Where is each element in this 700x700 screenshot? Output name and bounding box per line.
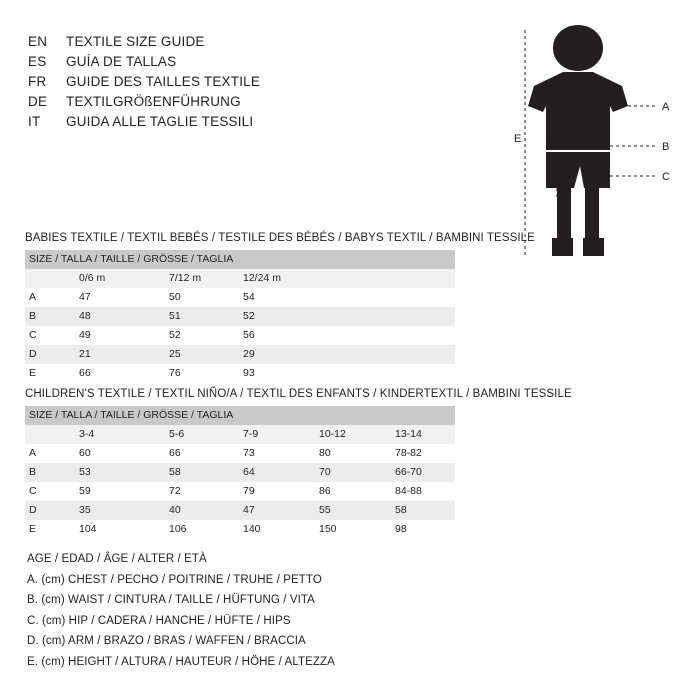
- table-row: [25, 326, 455, 345]
- cell: 66: [165, 444, 239, 463]
- title-lang-it: IT: [28, 114, 41, 129]
- table-row: [25, 345, 455, 364]
- table-column-row: [25, 425, 455, 444]
- cell: 52: [165, 326, 239, 345]
- cell: 50: [165, 288, 239, 307]
- row-label: D: [25, 501, 75, 520]
- babies-section: [25, 232, 675, 383]
- cell: 55: [315, 501, 391, 520]
- babies-col-1: 7/12 m: [165, 269, 239, 288]
- babies-col-2: 12/24 m: [239, 269, 455, 288]
- row-label: E: [25, 520, 75, 539]
- cell: 70: [315, 463, 391, 482]
- babies-section-title: BABIES TEXTILE / TEXTIL BEBÉS / TESTILE DES BÉBÉS / BABYS TEXTIL / BAMBINI TESSILE: [25, 232, 535, 244]
- cell: 53: [75, 463, 165, 482]
- svg-text:D: D: [550, 133, 558, 145]
- cell: 106: [165, 520, 239, 539]
- row-label: A: [25, 444, 75, 463]
- cell: 56: [239, 326, 455, 345]
- title-row-fr: [28, 74, 468, 89]
- cell: 93: [239, 364, 455, 383]
- row-label: D: [25, 345, 75, 364]
- table-row: [25, 288, 455, 307]
- title-lang-de: DE: [28, 94, 48, 109]
- children-table-header: SIZE / TALLA / TAILLE / GRÖSSE / TAGLIA: [25, 406, 455, 425]
- table-row: [25, 520, 455, 539]
- cell: 76: [165, 364, 239, 383]
- row-label: B: [25, 463, 75, 482]
- legend-line-d: D. (cm) ARM / BRAZO / BRAS / WAFFEN / BRACCIA: [27, 635, 306, 647]
- cell: 80: [315, 444, 391, 463]
- children-section: [25, 388, 675, 539]
- cell: 66: [75, 364, 165, 383]
- children-col-0: 3-4: [75, 425, 165, 444]
- table-header-row: [25, 250, 455, 269]
- babies-table-header: SIZE / TALLA / TAILLE / GRÖSSE / TAGLIA: [25, 250, 455, 269]
- cell: 72: [165, 482, 239, 501]
- cell: 66-70: [391, 463, 455, 482]
- table-row: [25, 501, 455, 520]
- children-col-4: 13-14: [391, 425, 455, 444]
- legend-line-e: E. (cm) HEIGHT / ALTURA / HAUTEUR / HÖHE / ALTEZZA: [27, 655, 335, 668]
- row-label: A: [25, 288, 75, 307]
- row-label: C: [25, 482, 75, 501]
- cell: 52: [239, 307, 455, 326]
- title-row-de: [28, 94, 468, 109]
- svg-text:A: A: [662, 101, 670, 113]
- cell: 79: [239, 482, 315, 501]
- row-label: E: [25, 364, 75, 383]
- cell: 98: [391, 520, 455, 539]
- cell: 73: [239, 444, 315, 463]
- children-col-2: 7-9: [239, 425, 315, 444]
- title-text-es: GUÍA DE TALLAS: [66, 54, 177, 69]
- cell: 29: [239, 345, 455, 364]
- cell: 58: [391, 501, 455, 520]
- cell: 54: [239, 288, 455, 307]
- cell: 25: [165, 345, 239, 364]
- children-col-3: 10-12: [315, 425, 391, 444]
- row-label: B: [25, 307, 75, 326]
- cell: 86: [315, 482, 391, 501]
- children-section-title: CHILDREN'S TEXTILE / TEXTIL NIÑO/A / TEXTIL DES ENFANTS / KINDERTEXTIL / BAMBINI TESSILE: [25, 388, 572, 400]
- babies-col-0: 0/6 m: [75, 269, 165, 288]
- table-row: [25, 463, 455, 482]
- title-row-es: [28, 54, 468, 69]
- children-col-1: 5-6: [165, 425, 239, 444]
- cell: 60: [75, 444, 165, 463]
- legend-line-age: AGE / EDAD / ÂGE / ALTER / ETÀ: [27, 553, 207, 565]
- cell: 40: [165, 501, 239, 520]
- cell: 49: [75, 326, 165, 345]
- cell: 35: [75, 501, 165, 520]
- title-block: [28, 34, 468, 134]
- cell: 78-82: [391, 444, 455, 463]
- title-text-it: GUIDA ALLE TAGLIE TESSILI: [66, 114, 254, 129]
- cell: 51: [165, 307, 239, 326]
- table-header-row: [25, 406, 455, 425]
- cell: 21: [75, 345, 165, 364]
- cell: 47: [239, 501, 315, 520]
- legend-line-a: A. (cm) CHEST / PECHO / POITRINE / TRUHE / PETTO: [27, 573, 322, 586]
- title-lang-es: ES: [28, 54, 47, 69]
- cell: 150: [315, 520, 391, 539]
- babies-size-table: [25, 250, 455, 383]
- legend-line-c: C. (cm) HIP / CADERA / HANCHE / HÜFTE / HIPS: [27, 614, 291, 627]
- measurement-legend: [27, 549, 667, 672]
- title-text-en: TEXTILE SIZE GUIDE: [66, 34, 205, 49]
- column-spacer: [25, 425, 75, 444]
- row-label: C: [25, 326, 75, 345]
- svg-text:B: B: [662, 141, 670, 153]
- svg-text:E: E: [514, 133, 522, 145]
- title-lang-fr: FR: [28, 74, 47, 89]
- title-text-de: TEXTILGRÖßENFÜHRUNG: [66, 94, 241, 109]
- table-row: [25, 364, 455, 383]
- column-spacer: [25, 269, 75, 288]
- title-text-fr: GUIDE DES TAILLES TEXTILE: [66, 74, 261, 89]
- title-row-en: [28, 34, 468, 49]
- children-size-table: [25, 406, 455, 539]
- table-row: [25, 482, 455, 501]
- table-row: [25, 444, 455, 463]
- cell: 58: [165, 463, 239, 482]
- legend-line-b: B. (cm) WAIST / CINTURA / TAILLE / HÜFTUNG / VITA: [27, 594, 315, 606]
- svg-text:C: C: [662, 171, 670, 183]
- title-row-it: [28, 114, 468, 129]
- cell: 140: [239, 520, 315, 539]
- cell: 84-88: [391, 482, 455, 501]
- table-column-row: [25, 269, 455, 288]
- cell: 64: [239, 463, 315, 482]
- title-lang-en: EN: [28, 34, 48, 49]
- cell: 48: [75, 307, 165, 326]
- cell: 47: [75, 288, 165, 307]
- cell: 59: [75, 482, 165, 501]
- table-row: [25, 307, 455, 326]
- cell: 104: [75, 520, 165, 539]
